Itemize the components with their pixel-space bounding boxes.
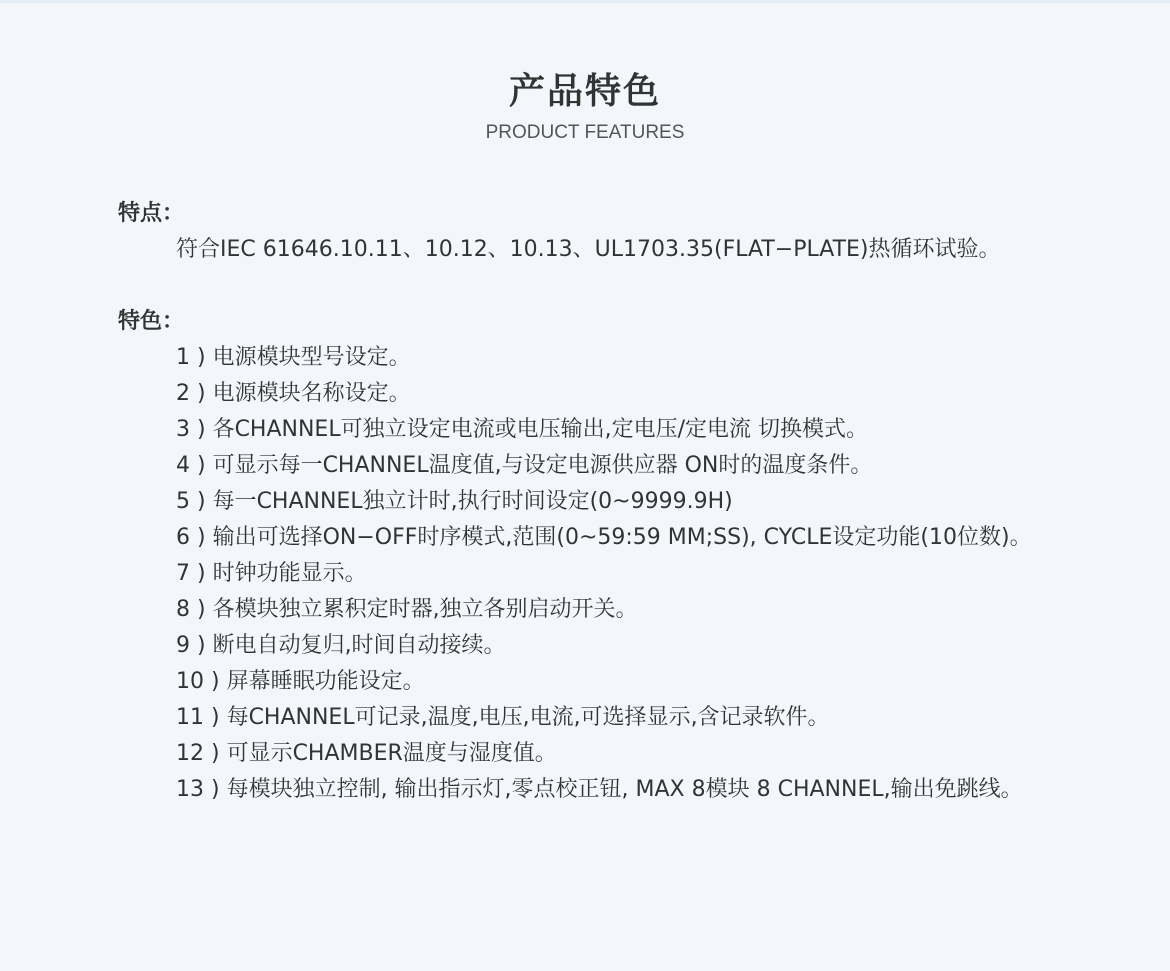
characteristics-label: 特点： xyxy=(118,201,185,226)
characteristics-text: 符合IEC 61646.10.11、10.12、10.13、UL1703.35(FLAT−PLATE)热循环试验。 xyxy=(176,237,1001,262)
section-header xyxy=(0,68,1170,146)
page-subtitle: PRODUCT FEATURES xyxy=(485,122,685,143)
top-divider xyxy=(0,0,1170,3)
feature-item: 3 ) 各CHANNEL可独立设定电流或电压输出,定电压/定电流 切换模式。 xyxy=(176,417,868,442)
page-title: 产品特色 xyxy=(508,71,661,112)
feature-item: 7 ) 时钟功能显示。 xyxy=(176,561,367,586)
feature-item: 4 ) 可显示每一CHANNEL温度值,与设定电源供应器 ON时的温度条件。 xyxy=(176,453,873,478)
feature-item: 10 ) 屏幕睡眠功能设定。 xyxy=(176,669,425,694)
feature-item: 8 ) 各模块独立累积定时器,独立各别启动开关。 xyxy=(176,597,638,622)
feature-item: 12 ) 可显示CHAMBER温度与湿度值。 xyxy=(176,741,557,766)
feature-item: 1 ) 电源模块型号设定。 xyxy=(176,345,411,370)
feature-item: 5 ) 每一CHANNEL独立计时,执行时间设定(0~9999.9H) xyxy=(176,489,733,514)
features-label: 特色： xyxy=(118,309,185,334)
features-list xyxy=(118,340,1038,808)
features-content xyxy=(118,196,1038,808)
feature-item: 9 ) 断电自动复归,时间自动接续。 xyxy=(176,633,506,658)
section-spacer xyxy=(118,268,1038,304)
feature-item: 2 ) 电源模块名称设定。 xyxy=(176,381,411,406)
feature-item: 11 ) 每CHANNEL可记录,温度,电压,电流,可选择显示,含记录软件。 xyxy=(176,705,830,730)
feature-item: 13 ) 每模块独立控制, 输出指示灯,零点校正钮, MAX 8模块 8 CHANNEL,输出免跳线。 xyxy=(176,777,1023,802)
feature-item: 6 ) 输出可选择ON−OFF时序模式,范围(0~59:59 MM;SS), CYCLE设定功能(10位数)。 xyxy=(176,525,1032,550)
